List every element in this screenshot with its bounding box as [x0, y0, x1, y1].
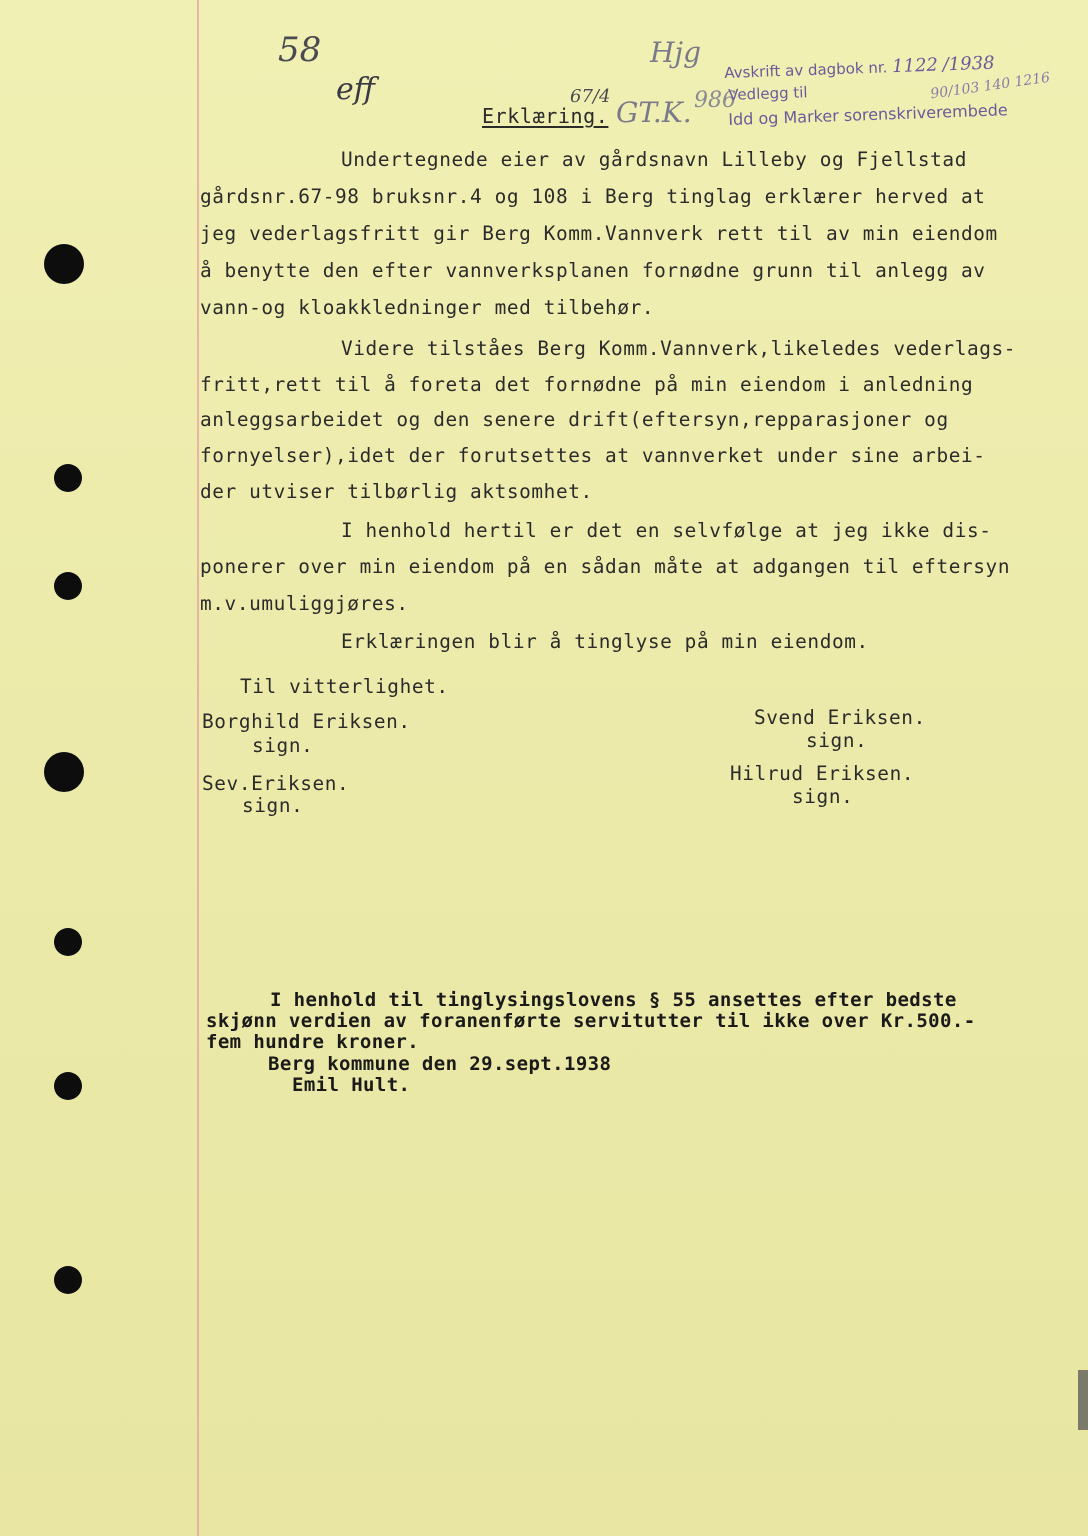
body-line: Videre tilståes Berg Komm.Vannverk,likeledes vederlags- — [341, 337, 1017, 360]
margin-rule — [197, 0, 199, 1536]
gtk-mark: GT.K. — [616, 96, 692, 129]
witness-sign: sign. — [242, 794, 304, 817]
binder-hole — [54, 464, 82, 492]
binder-hole — [54, 572, 82, 600]
body-line: der utviser tilbørlig aktsomhet. — [200, 480, 593, 503]
registry-stamp-line1: Avskrift av dagbok nr. 1122 /1938 — [724, 52, 995, 82]
stamp-prefix: Avskrift av dagbok nr. — [724, 58, 888, 82]
body-line: fornyelser),idet der forutsettes at vannverket under sine arbei- — [200, 444, 986, 467]
valuation-signature: Emil Hult. — [292, 1074, 411, 1096]
body-line: å benytte den efter vannverksplanen fornødne grunn til anlegg av — [200, 259, 986, 282]
body-line: Erklæringen blir å tinglyse på min eiendom. — [341, 630, 869, 653]
body-line: Undertegnede eier av gårdsnavn Lilleby og Fjellstad — [341, 148, 967, 171]
binder-hole — [44, 752, 84, 792]
valuation-line: skjønn verdien av foranenførte servitutter til ikke over Kr.500.- — [206, 1010, 976, 1032]
binder-hole — [54, 1266, 82, 1294]
fraction-mark: 67/4 — [570, 86, 611, 107]
body-line: gårdsnr.67-98 bruksnr.4 og 108 i Berg tinglag erklærer herved at — [200, 185, 986, 208]
witness-name: Borghild Eriksen. — [202, 710, 411, 733]
stamp-number: 1122 — [891, 54, 939, 78]
valuation-place-date: Berg kommune den 29.sept.1938 — [268, 1053, 612, 1075]
signer-sign: sign. — [806, 729, 868, 752]
hjg-mark: Hjg — [650, 36, 702, 69]
witness-heading: Til vitterlighet. — [240, 675, 449, 698]
valuation-line: fem hundre kroner. — [206, 1031, 420, 1053]
body-line: I henhold hertil er det en selvfølge at jeg ikke dis- — [341, 519, 992, 542]
body-line: fritt,rett til å foreta det fornødne på min eiendom i anledning — [200, 373, 974, 396]
body-line: ponerer over min eiendom på en sådan måte at adgangen til eftersyn — [200, 555, 1011, 578]
initials-mark: eff — [336, 72, 376, 107]
number-mark: 986 — [694, 88, 736, 113]
signer-name: Svend Eriksen. — [754, 706, 926, 729]
signer-sign: sign. — [792, 785, 854, 808]
stamp-side-note: 90/103 140 1216 — [929, 69, 1052, 103]
page-edge-shadow — [1078, 1370, 1088, 1430]
document-title: Erklæring. — [482, 104, 609, 128]
signer-name: Hilrud Eriksen. — [730, 762, 915, 785]
registry-stamp-line3: Idd og Marker sorenskriverembede — [728, 100, 1008, 129]
witness-name: Sev.Eriksen. — [202, 772, 350, 795]
binder-hole — [44, 244, 84, 284]
registry-stamp-line2: Vedlegg til — [728, 83, 808, 104]
stamp-year: 38 — [971, 52, 995, 75]
body-line: anleggsarbeidet og den senere drift(eftersyn,repparasjoner og — [200, 408, 949, 431]
page-number: 58 — [278, 30, 322, 70]
body-line: m.v.umuliggjøres. — [200, 592, 409, 615]
binder-hole — [54, 928, 82, 956]
witness-sign: sign. — [252, 734, 314, 757]
body-line: jeg vederlagsfritt gir Berg Komm.Vannverk rett til av min eiendom — [200, 222, 998, 245]
valuation-line: I henhold til tinglysingslovens § 55 ansettes efter bedste — [270, 989, 957, 1011]
binder-hole — [54, 1072, 82, 1100]
body-line: vann-og kloakkledninger med tilbehør. — [200, 296, 655, 319]
